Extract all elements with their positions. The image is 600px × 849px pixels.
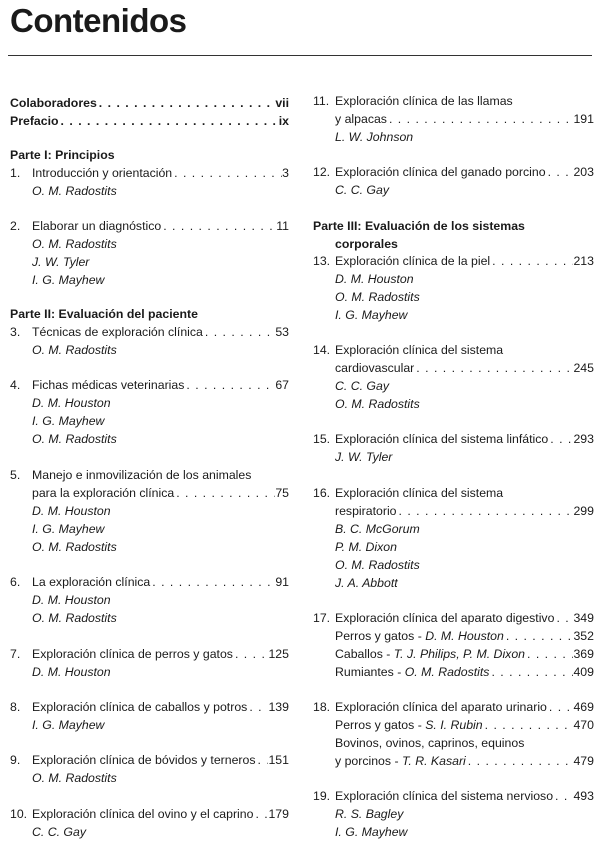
page-number: 125	[268, 647, 289, 661]
chapter-title: Elaborar un diagnóstico	[32, 219, 162, 233]
part-heading	[313, 217, 594, 235]
chapter-author	[10, 271, 289, 289]
chapter-title: respiratorio	[335, 504, 397, 518]
author-name: I. G. Mayhew	[32, 522, 105, 536]
page-number: 493	[573, 789, 594, 803]
chapter-subsection	[313, 645, 594, 663]
subsection-title: y porcinos - T. R. Kasari	[335, 754, 466, 768]
page-number: 91	[275, 575, 289, 589]
author-name: O. M. Radostits	[335, 290, 420, 304]
author-name: O. M. Radostits	[404, 665, 490, 679]
chapter-author	[10, 502, 289, 520]
chapter-author	[313, 556, 594, 574]
chapter-number: 17.	[313, 611, 331, 625]
chapter-title: cardiovascular	[335, 361, 415, 375]
chapter-author	[10, 591, 289, 609]
part-title: corporales	[335, 237, 398, 251]
chapter-title: Exploración clínica del sistema nervioso	[335, 789, 554, 803]
subsection-title: Perros y gatos - S. I. Rubin	[335, 718, 483, 732]
chapter-title: Técnicas de exploración clínica	[32, 325, 203, 339]
author-name: D. M. Houston	[32, 593, 111, 607]
chapter-number: 15.	[313, 432, 331, 446]
chapter-entry	[10, 376, 289, 394]
page-number: 409	[573, 665, 594, 679]
page-number: 179	[268, 807, 289, 821]
page-number: 67	[275, 378, 289, 392]
dot-leader	[414, 359, 573, 377]
chapter-title: Exploración clínica del sistema	[335, 486, 504, 500]
dot-leader	[172, 164, 282, 182]
chapter-title: Exploración clínica del aparato digestivo	[335, 611, 555, 625]
dot-leader	[554, 609, 573, 627]
chapter-author	[10, 538, 289, 556]
dot-leader	[547, 698, 574, 716]
chapter-entry	[313, 92, 594, 110]
page-number: 151	[268, 753, 289, 767]
chapter-author	[313, 377, 594, 395]
chapter-entry	[10, 698, 289, 716]
chapter-entry	[10, 217, 289, 235]
author-name: O. M. Radostits	[335, 558, 420, 572]
chapter-number: 2.	[10, 219, 21, 233]
dot-leader	[553, 787, 573, 805]
chapter-author	[313, 181, 594, 199]
chapter-number: 19.	[313, 789, 331, 803]
chapter-number: 9.	[10, 753, 21, 767]
chapter-number: 11.	[313, 94, 330, 108]
author-name: D. M. Houston	[425, 629, 504, 643]
dot-leader	[97, 94, 276, 112]
dot-leader	[59, 112, 279, 130]
chapter-author	[313, 805, 594, 823]
page-number: 75	[275, 486, 289, 500]
subsection-title: Perros y gatos - D. M. Houston	[335, 629, 504, 643]
chapter-subsection	[313, 627, 594, 645]
part-title: Parte II: Evaluación del paciente	[10, 307, 198, 321]
author-name: J. W. Tyler	[32, 255, 90, 269]
chapter-title: Exploración clínica de la piel	[335, 254, 491, 268]
dot-leader	[525, 645, 573, 663]
author-name: I. G. Mayhew	[32, 273, 105, 287]
chapter-entry	[313, 609, 594, 627]
chapter-entry	[10, 645, 289, 663]
page-number: 53	[275, 325, 289, 339]
dot-leader	[161, 217, 276, 235]
author-name: D. M. Houston	[32, 665, 111, 679]
chapter-subsection	[313, 716, 594, 734]
chapter-title-continued	[313, 502, 594, 520]
chapter-title: Exploración clínica del sistema linfático	[335, 432, 549, 446]
page-number: 352	[573, 629, 594, 643]
author-name: O. M. Radostits	[32, 771, 117, 785]
page-number: vii	[275, 96, 289, 110]
dot-leader	[247, 698, 268, 716]
dot-leader	[203, 323, 275, 341]
chapter-entry	[10, 805, 289, 823]
chapter-author	[10, 394, 289, 412]
chapter-title: y alpacas	[335, 112, 387, 126]
author-name: J. W. Tyler	[335, 450, 393, 464]
chapter-entry	[313, 163, 594, 181]
page-number: 293	[573, 432, 594, 446]
chapter-number: 14.	[313, 343, 331, 357]
chapter-title: Exploración clínica de caballos y potros	[32, 700, 248, 714]
entry-title: Colaboradores	[10, 96, 97, 110]
chapter-number: 5.	[10, 468, 21, 482]
chapter-author	[10, 235, 289, 253]
author-name: C. C. Gay	[335, 183, 389, 197]
part-heading	[10, 305, 289, 323]
chapter-author	[10, 769, 289, 787]
part-title: Parte I: Principios	[10, 148, 115, 162]
chapter-title: Exploración clínica del ganado porcino	[335, 165, 546, 179]
page-number: 349	[573, 611, 594, 625]
chapter-title: Fichas médicas veterinarias	[32, 378, 185, 392]
author-name: I. G. Mayhew	[335, 825, 408, 839]
chapter-author	[313, 395, 594, 413]
chapter-entry	[313, 484, 594, 502]
page-number: 369	[573, 647, 594, 661]
chapter-title-continued	[10, 484, 289, 502]
author-name: S. I. Rubin	[425, 718, 483, 732]
author-name: I. G. Mayhew	[32, 718, 105, 732]
dot-leader	[483, 716, 574, 734]
chapter-title-continued	[313, 359, 594, 377]
author-name: O. M. Radostits	[32, 184, 117, 198]
dot-leader	[397, 502, 574, 520]
author-name: C. C. Gay	[335, 379, 389, 393]
chapter-entry	[10, 466, 289, 484]
chapter-entry	[10, 573, 289, 591]
chapter-title: Exploración clínica del ovino y el caprino	[32, 807, 254, 821]
chapter-author	[313, 574, 594, 592]
chapter-author	[313, 288, 594, 306]
subsection-title: Rumiantes - O. M. Radostits	[335, 665, 490, 679]
chapter-number: 4.	[10, 378, 21, 392]
page-number: 11	[276, 219, 289, 233]
author-name: T. J. Philips, P. M. Dixon	[393, 647, 525, 661]
chapter-entry	[313, 252, 594, 270]
chapter-entry	[313, 698, 594, 716]
chapter-entry	[10, 323, 289, 341]
page-number: 470	[573, 718, 594, 732]
author-name: O. M. Radostits	[32, 432, 117, 446]
dot-leader	[174, 484, 275, 502]
chapter-number: 13.	[313, 254, 331, 268]
page-number: 299	[573, 504, 594, 518]
page-number: 203	[573, 165, 594, 179]
part-heading-continued	[313, 235, 594, 253]
chapter-title: Exploración clínica del sistema	[335, 343, 504, 357]
author-name: O. M. Radostits	[32, 237, 117, 251]
chapter-title-continued	[313, 734, 594, 752]
chapter-author	[10, 520, 289, 538]
dot-leader	[150, 573, 275, 591]
chapter-title: para la exploración clínica	[32, 486, 175, 500]
front-matter-entry	[10, 94, 289, 112]
chapter-number: 18.	[313, 700, 331, 714]
author-name: J. A. Abbott	[335, 576, 398, 590]
chapter-entry	[313, 787, 594, 805]
author-name: O. M. Radostits	[32, 611, 117, 625]
chapter-author	[10, 716, 289, 734]
chapter-number: 1.	[10, 166, 21, 180]
chapter-author	[10, 341, 289, 359]
part-title: Parte III: Evaluación de los sistemas	[313, 219, 525, 233]
chapter-title: La exploración clínica	[32, 575, 151, 589]
page-title: Contenidos	[10, 2, 187, 39]
chapter-title: Manejo e inmovilización de los animales	[32, 468, 252, 482]
chapter-title: Exploración clínica de perros y gatos	[32, 647, 233, 661]
front-matter-entry	[10, 112, 289, 130]
author-name: I. G. Mayhew	[32, 414, 105, 428]
chapter-author	[313, 306, 594, 324]
part-heading	[10, 146, 289, 164]
chapter-title: Bovinos, ovinos, caprinos, equinos	[335, 736, 525, 750]
author-name: D. M. Houston	[32, 504, 111, 518]
author-name: I. G. Mayhew	[335, 308, 408, 322]
author-name: O. M. Radostits	[32, 343, 117, 357]
chapter-author	[313, 520, 594, 538]
chapter-author	[10, 609, 289, 627]
chapter-title: Exploración clínica del aparato urinario	[335, 700, 547, 714]
chapter-author	[313, 448, 594, 466]
chapter-author	[10, 253, 289, 271]
page-number: ix	[278, 114, 289, 128]
dot-leader	[466, 752, 574, 770]
chapter-number: 7.	[10, 647, 21, 661]
chapter-number: 6.	[10, 575, 21, 589]
chapter-author	[10, 430, 289, 448]
chapter-entry	[313, 341, 594, 359]
chapter-author	[313, 270, 594, 288]
chapter-author	[313, 823, 594, 841]
dot-leader	[548, 430, 573, 448]
dot-leader	[184, 376, 275, 394]
author-name: B. C. McGorum	[335, 522, 420, 536]
title-rule	[8, 55, 592, 56]
chapter-author	[10, 182, 289, 200]
chapter-title: Exploración clínica de las llamas	[335, 94, 513, 108]
page-number: 139	[268, 700, 289, 714]
chapter-number: 8.	[10, 700, 21, 714]
subsection-title: Caballos - T. J. Philips, P. M. Dixon	[335, 647, 525, 661]
dot-leader	[490, 252, 573, 270]
dot-leader	[489, 663, 573, 681]
author-name: O. M. Radostits	[335, 397, 420, 411]
entry-title: Prefacio	[10, 114, 59, 128]
chapter-title: Exploración clínica de bóvidos y terneros	[32, 753, 256, 767]
author-name: T. R. Kasari	[401, 754, 466, 768]
dot-leader	[253, 805, 268, 823]
chapter-number: 10.	[10, 807, 28, 821]
page-number: 479	[573, 754, 594, 768]
author-name: L. W. Johnson	[335, 130, 414, 144]
page-number: 191	[573, 112, 594, 126]
chapter-number: 3.	[10, 325, 21, 339]
dot-leader	[256, 751, 269, 769]
chapter-title: Introducción y orientación	[32, 166, 173, 180]
dot-leader	[387, 110, 574, 128]
chapter-subsection	[313, 663, 594, 681]
dot-leader	[504, 627, 574, 645]
chapter-author	[10, 823, 289, 841]
chapter-number: 12.	[313, 165, 331, 179]
chapter-entry	[10, 751, 289, 769]
chapter-author	[313, 538, 594, 556]
author-name: D. M. Houston	[335, 272, 414, 286]
page-number: 469	[573, 700, 594, 714]
chapter-author	[10, 663, 289, 681]
chapter-entry	[313, 430, 594, 448]
chapter-entry	[10, 164, 289, 182]
author-name: O. M. Radostits	[32, 540, 117, 554]
chapter-author	[313, 128, 594, 146]
chapter-title-continued	[313, 110, 594, 128]
author-name: C. C. Gay	[32, 825, 86, 839]
dot-leader	[233, 645, 269, 663]
author-name: R. S. Bagley	[335, 807, 404, 821]
chapter-number: 16.	[313, 486, 331, 500]
dot-leader	[546, 163, 574, 181]
chapter-author	[10, 412, 289, 430]
author-name: P. M. Dixon	[335, 540, 397, 554]
chapter-subsection	[313, 752, 594, 770]
page-number: 245	[573, 361, 594, 375]
page-number: 3	[282, 166, 289, 180]
author-name: D. M. Houston	[32, 396, 111, 410]
page-number: 213	[573, 254, 594, 268]
